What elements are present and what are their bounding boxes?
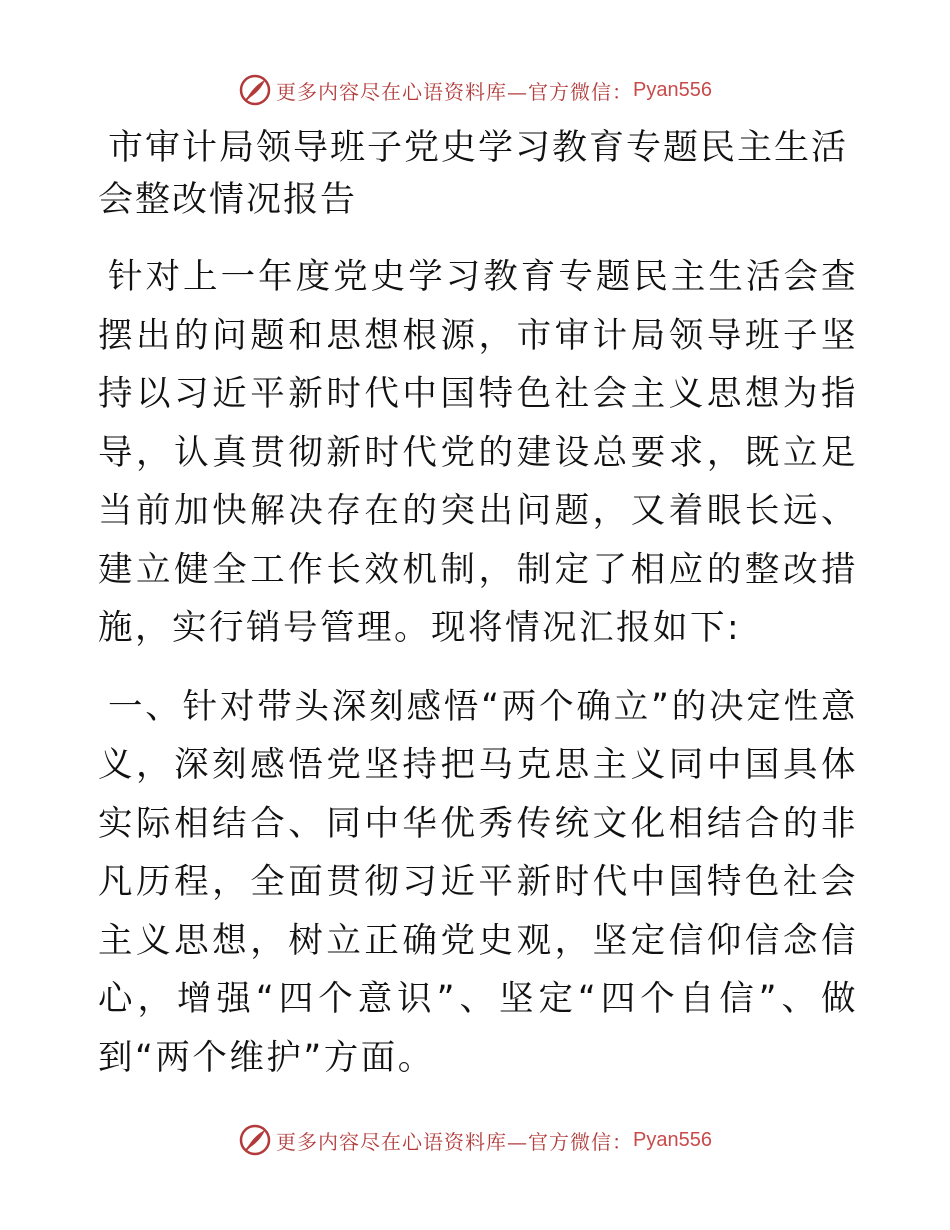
footer-watermark-text: 更多内容尽在心语资料库—官方微信： — [276, 1129, 634, 1154]
document-body — [98, 122, 858, 1087]
header-watermark-text: 更多内容尽在心语资料库—官方微信： — [276, 79, 634, 104]
header-watermark-handle: Pyan556 — [633, 78, 712, 101]
footer-watermark-banner — [0, 1120, 950, 1160]
document-title: 市审计局领导班子党史学习教育专题民主生活会整改情况报告 — [98, 128, 849, 220]
header-watermark-banner — [0, 70, 950, 110]
intro-paragraph: 针对上一年度党史学习教育专题民主生活会查摆出的问题和思想根源，市审计局领导班子坚持以习近平新时代中国特色社会主义思想为指导，认真贯彻新时代党的建设总要求，既立足当前加快解决存在的突出问题，又着眼长远、建立健全工作长效机制，制定了相应的整改措施，实行销号管理。现将情况汇报如下: — [98, 257, 858, 648]
feather-pen-logo-icon — [238, 73, 272, 107]
footer-watermark-handle: Pyan556 — [633, 1128, 712, 1151]
feather-pen-logo-icon — [238, 1123, 272, 1157]
section-one-paragraph: 一、针对带头深刻感悟“两个确立”的决定性意义，深刻感悟党坚持把马克思主义同中国具体实际相结合、同中华优秀传统文化相结合的非凡历程，全面贯彻习近平新时代中国特色社会主义思想，树立正确党史观，坚定信仰信念信心，增强“四个意识”、坚定“四个自信”、做到“两个维护”方面。 — [98, 686, 858, 1078]
